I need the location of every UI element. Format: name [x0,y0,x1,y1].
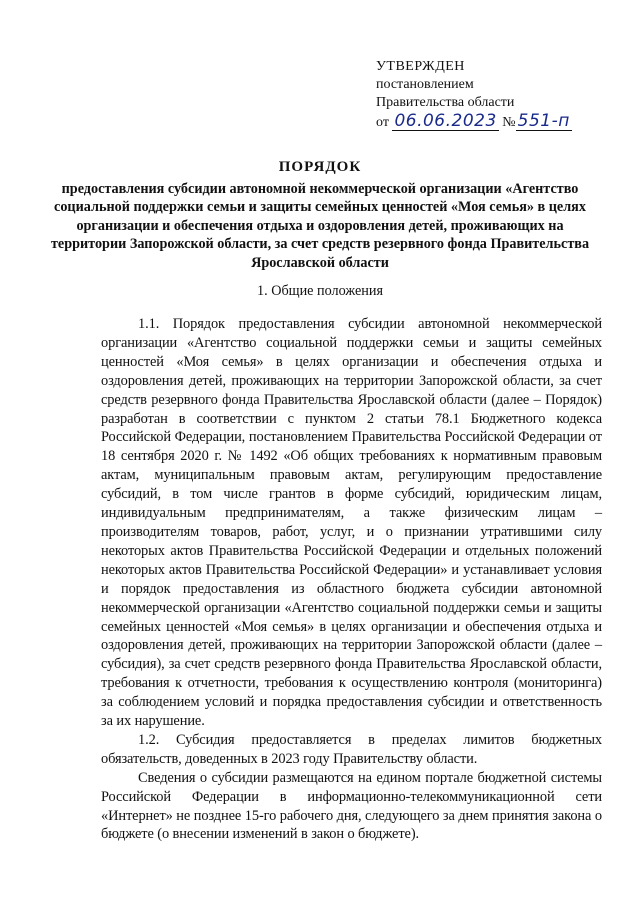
document-body [101,315,602,844]
paragraph-1-1: 1.1. Порядок предоставления субсидии автономной некоммерческой организации «Агентство социальной поддержки семьи и защиты семейных ценностей «Моя семья» в целях организации и обеспечения отдыха и оздоровления детей, проживающих на территории Запорожской области, за счет средств резервного фонда Правительства Ярославской области (далее – Порядок) разработан в соответствии с пунктом 2 статьи 78.1 Бюджетного кодекса Российской Федерации, постановлением Правительства Российской Федерации от 18 сентября 2020 г. № 1492 «Об общих требованиях к нормативным правовым актам, муниципальным правовым актам, регулирующим предоставление субсидий, в том числе грантов в форме субсидий, юридическим лицам, индивидуальным предпринимателям, а также физическим лицам – производителям товаров, работ, услуг, и о признании утратившими силу некоторых актов Правительства Российской Федерации и отдельных положений некоторых актов Правительства Российской Федерации» и устанавливает условия и порядок предоставления из областного бюджета субсидии автономной некоммерческой организации «Агентство социальной поддержки семьи и защиты семейных ценностей «Моя семья» в целях организации и обеспечения отдыха и оздоровления детей, проживающих на территории Запорожской области (далее – субсидия), за счет средств резервного фонда Правительства Ярославской области, требования к отчетности, требования к осуществлению контроля (мониторинга) за соблюдением условий и порядка предоставления субсидии и ответственность за их нарушение. [101,316,602,730]
approval-number-label: № [502,115,516,130]
approval-number: 551-п [517,111,570,131]
paragraph-info: Сведения о субсидии размещаются на едином портале бюджетной системы Российской Федерации в информационно-телекоммуникационной сети «Интернет» не позднее 15-го рабочего дня, следующего за днем принятия закона о бюджете (о внесении изменений в закон о бюджете). [101,769,602,843]
section-heading: 1. Общие положения [257,283,383,299]
approval-line2: Правительства области [376,95,515,110]
document-subtitle: предоставления субсидии автономной некоммерческой организации «Агентство социальной поддержки семьи и защиты семейных ценностей «Моя семья» в целях организации и обеспечения отдыха и оздоровления детей, проживающих на территории Запорожской области, за счет средств резервного фонда Правительства Ярославской области [50,180,590,271]
document-title-block [40,158,600,272]
approval-line1: постановлением [376,77,474,92]
paragraph-1-2: 1.2. Субсидия предоставляется в пределах лимитов бюджетных обязательств, доведенных в 2023 году Правительству области. [101,731,602,767]
approval-date: 06.06.2023 [394,111,497,131]
approval-heading: УТВЕРЖДЕН [376,59,465,74]
approval-stamp [376,58,616,132]
approval-from-label: от [376,115,389,130]
document-title: ПОРЯДОК [278,159,362,175]
approval-date-line [376,112,616,132]
